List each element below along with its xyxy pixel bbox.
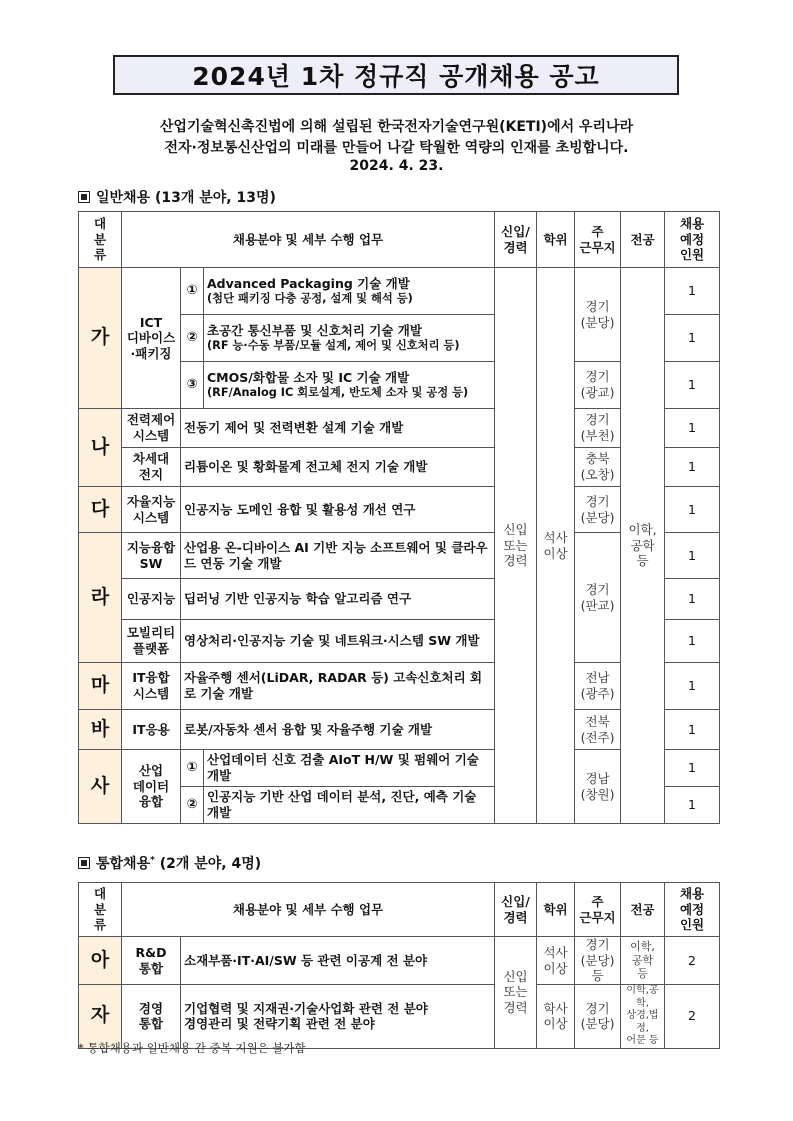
headcount: 1: [665, 448, 720, 487]
item-number: ②: [181, 315, 204, 362]
item-number: ①: [181, 750, 204, 787]
header-major-category: 대 분 류: [79, 883, 122, 937]
header-major-field: 전공: [621, 212, 665, 268]
headcount: 2: [665, 937, 720, 985]
location: 충북 (오창): [575, 448, 621, 487]
category-code: 자: [79, 985, 122, 1049]
general-section-heading: 일반채용 (13개 분야, 13명): [78, 187, 276, 207]
item-number: ①: [181, 268, 204, 315]
header-type: 신입/ 경력: [495, 883, 537, 937]
subcategory: 지능융합 SW: [122, 533, 181, 579]
category-code: 바: [79, 710, 122, 750]
task-cell: 영상처리·인공지능 기술 및 네트워크·시스템 SW 개발: [181, 620, 495, 663]
subcategory: 경영 통합: [122, 985, 181, 1049]
category-code: 사: [79, 750, 122, 824]
header-type: 신입/ 경력: [495, 212, 537, 268]
headcount: 1: [665, 362, 720, 409]
location: 경기 (광교): [575, 362, 621, 409]
footnote: * 통합채용과 일반채용 간 중복 지원은 불가함: [78, 1041, 306, 1055]
headcount: 1: [665, 533, 720, 579]
location: 경기 (판교): [575, 533, 621, 663]
square-bullet-icon: [78, 857, 90, 869]
category-code: 마: [79, 663, 122, 710]
location: 경기 (분당): [575, 985, 621, 1049]
type-common: 신입 또는 경력: [495, 268, 537, 824]
headcount: 1: [665, 409, 720, 448]
task-cell: CMOS/화합물 소자 및 IC 기술 개발 (RF/Analog IC 회로설계, 반도체 소자 및 공정 등): [204, 362, 495, 409]
headcount: 1: [665, 315, 720, 362]
degree: 석사 이상: [537, 937, 575, 985]
integrated-recruitment-table: [78, 882, 720, 1049]
item-number: ②: [181, 787, 204, 824]
header-degree: 학위: [537, 883, 575, 937]
degree-common: 석사 이상: [537, 268, 575, 824]
category-code: 나: [79, 409, 122, 487]
headcount: 1: [665, 663, 720, 710]
headcount: 1: [665, 710, 720, 750]
headcount: 1: [665, 268, 720, 315]
degree: 학사 이상: [537, 985, 575, 1049]
location: 경기 (분당): [575, 268, 621, 362]
major-common: 이학, 공학 등: [621, 268, 665, 824]
header-degree: 학위: [537, 212, 575, 268]
item-number: ③: [181, 362, 204, 409]
announcement-date: 2024. 4. 23.: [349, 158, 444, 174]
general-recruitment-table: [78, 211, 720, 824]
subcategory: 차세대 전지: [122, 448, 181, 487]
location: 경기 (분당): [575, 487, 621, 533]
task-cell: 로봇/자동차 센서 융합 및 자율주행 기술 개발: [181, 710, 495, 750]
subcategory: R&D 통합: [122, 937, 181, 985]
headcount: 1: [665, 487, 720, 533]
category-code: 아: [79, 937, 122, 985]
task-cell: 자율주행 센서(LiDAR, RADAR 등) 고속신호처리 회로 기술 개발: [181, 663, 495, 710]
header-count: 채용 예정 인원: [665, 212, 720, 268]
table-header-row: [79, 883, 720, 937]
task-cell: 전동기 제어 및 전력변환 설계 기술 개발: [181, 409, 495, 448]
subcategory: 전력제어 시스템: [122, 409, 181, 448]
task-cell: 산업데이터 신호 검출 AIoT H/W 및 펌웨어 기술 개발: [204, 750, 495, 787]
category-code: 가: [79, 268, 122, 409]
subcategory: 자율지능 시스템: [122, 487, 181, 533]
major-field: 이학,공학, 상경,법정, 어문 등: [621, 985, 665, 1049]
headcount: 1: [665, 620, 720, 663]
headcount: 2: [665, 985, 720, 1049]
location: 경남 (창원): [575, 750, 621, 824]
subcategory: IT응용: [122, 710, 181, 750]
task-cell: Advanced Packaging 기술 개발 (첨단 패키징 다층 공정, 설계 및 해석 등): [204, 268, 495, 315]
header-count: 채용 예정 인원: [665, 883, 720, 937]
task-cell: 초공간 통신부품 및 신호처리 기술 개발 (RF 능·수동 부품/모듈 설계, 제어 및 신호처리 등): [204, 315, 495, 362]
category-code: 다: [79, 487, 122, 533]
task-cell: 소재부품·IT·AI/SW 등 관련 이공계 전 분야: [181, 937, 495, 985]
category-code: 라: [79, 533, 122, 663]
location: 전남 (광주): [575, 663, 621, 710]
headcount: 1: [665, 579, 720, 620]
header-field: 채용분야 및 세부 수행 업무: [122, 212, 495, 268]
subcategory: 모빌리티 플랫폼: [122, 620, 181, 663]
table-row: [79, 268, 720, 315]
header-location: 주 근무지: [575, 212, 621, 268]
integrated-section-heading: 통합채용* (2개 분야, 4명): [78, 853, 261, 873]
subcategory: 인공지능: [122, 579, 181, 620]
location: 전북 (전주): [575, 710, 621, 750]
location: 경기 (부천): [575, 409, 621, 448]
header-major-field: 전공: [621, 883, 665, 937]
intro-line-1: 산업기술혁신촉진법에 의해 설립된 한국전자기술연구원(KETI)에서 우리나라: [159, 119, 634, 135]
headcount: 1: [665, 787, 720, 824]
page-title: 2024년 1차 정규직 공개채용 공고: [113, 55, 679, 95]
major-field: 이학, 공학 등: [621, 937, 665, 985]
intro-line-2: 전자·정보통신산업의 미래를 만들어 나갈 탁월한 역량의 인재를 초빙합니다.: [164, 140, 629, 156]
table-row: [79, 937, 720, 985]
header-major-category: 대 분 류: [79, 212, 122, 268]
type-common: 신입 또는 경력: [495, 937, 537, 1049]
header-field: 채용분야 및 세부 수행 업무: [122, 883, 495, 937]
subcategory: ICT 디바이스 ·패키징: [122, 268, 181, 409]
location: 경기 (분당) 등: [575, 937, 621, 985]
square-bullet-icon: [78, 191, 90, 203]
header-location: 주 근무지: [575, 883, 621, 937]
task-cell: 인공지능 기반 산업 데이터 분석, 진단, 예측 기술 개발: [204, 787, 495, 824]
task-cell: 인공지능 도메인 융합 및 활용성 개선 연구: [181, 487, 495, 533]
subcategory: IT융합 시스템: [122, 663, 181, 710]
headcount: 1: [665, 750, 720, 787]
task-cell: 리튬이온 및 황화물계 전고체 전지 기술 개발: [181, 448, 495, 487]
task-cell: 기업협력 및 지재권·기술사업화 관련 전 분야 경영관리 및 전략기획 관련 전 분야: [181, 985, 495, 1049]
task-cell: 딥러닝 기반 인공지능 학습 알고리즘 연구: [181, 579, 495, 620]
table-header-row: [79, 212, 720, 268]
task-cell: 산업용 온-디바이스 AI 기반 지능 소프트웨어 및 클라우드 연동 기술 개발: [181, 533, 495, 579]
subcategory: 산업 데이터 융합: [122, 750, 181, 824]
table-row: [79, 985, 720, 1049]
